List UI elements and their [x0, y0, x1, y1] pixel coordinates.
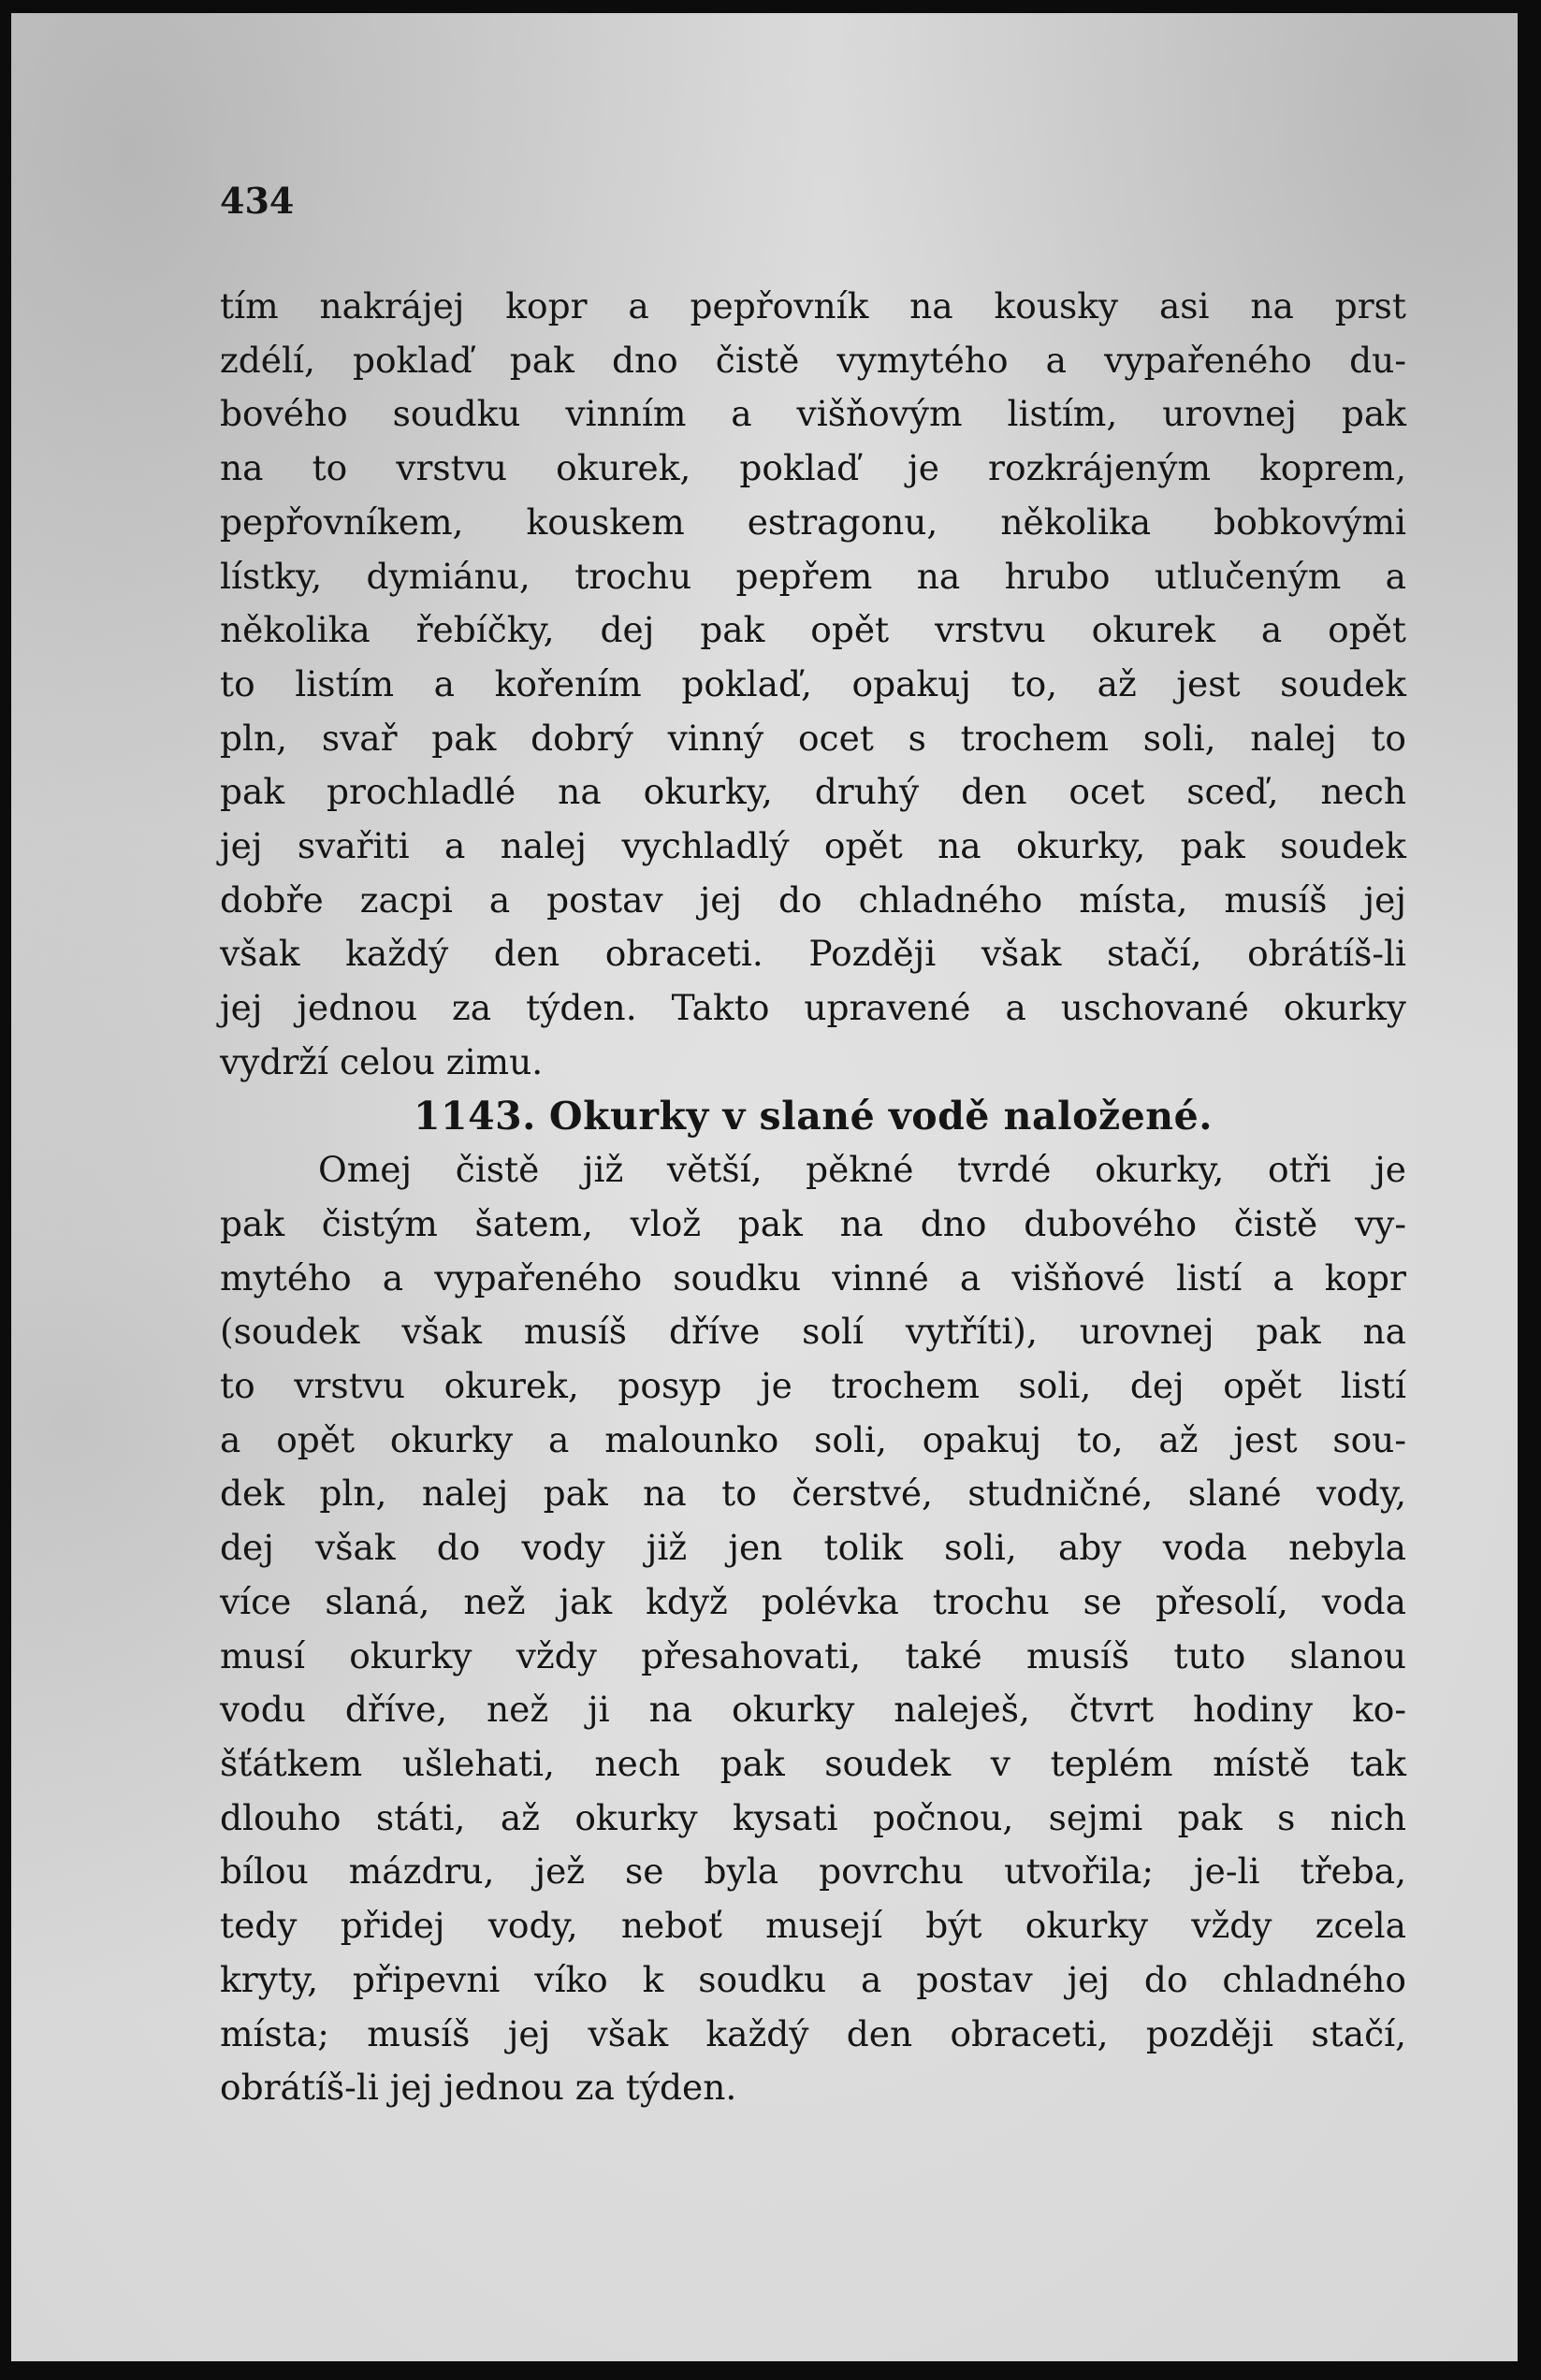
- text-line: tedy přidej vody, neboť musejí být okurky vždy zcela: [220, 1905, 1406, 1947]
- text-line: musí okurky vždy přesahovati, také musíš tuto slanou: [220, 1634, 1406, 1676]
- text-line: vodu dříve, než ji na okurky naleješ, čtvrt hodiny ko-: [220, 1689, 1406, 1731]
- page-number: 434: [220, 180, 295, 222]
- text-line: zdélí, poklaď pak dno čistě vymytého a vypařeného du-: [220, 339, 1406, 381]
- recipe-number: 1143.: [414, 1093, 536, 1139]
- text-line: lístky, dymiánu, trochu pepřem na hrubo utlučeným a: [220, 555, 1406, 597]
- text-line: bílou mázdru, jež se byla povrchu utvořila; je-li třeba,: [220, 1850, 1406, 1893]
- page-body: [220, 280, 1406, 2115]
- text-line: vydrží celou zimu.: [220, 1040, 544, 1082]
- text-line: dej však do vody již jen tolik soli, aby voda nebyla: [220, 1527, 1406, 1569]
- text-line: několika řebíčky, dej pak opět vrstvu okurek a opět: [220, 609, 1406, 651]
- text-line: místa; musíš jej však každý den obraceti, později stačí,: [220, 2012, 1406, 2054]
- paragraph-recipe-1143: [220, 1143, 1406, 2115]
- text-line: pak prochladlé na okurky, druhý den ocet sceď, nech: [220, 771, 1406, 813]
- text-line: mytého a vypařeného soudku vinné a višňové listí a kopr: [220, 1256, 1406, 1299]
- text-line: a opět okurky a malounko soli, opakuj to, až jest sou-: [220, 1418, 1406, 1460]
- paragraph-continuation: [220, 280, 1406, 1090]
- text-line: více slaná, než jak když polévka trochu se přesolí, voda: [220, 1580, 1406, 1622]
- text-line: pak čistým šatem, vlož pak na dno dubového čistě vy-: [220, 1202, 1406, 1244]
- text-line: na to vrstvu okurek, poklaď je rozkrájeným koprem,: [220, 447, 1406, 489]
- text-line: kryty, připevni víko k soudku a postav jej do chladného: [220, 1958, 1406, 2000]
- text-line: dobře zacpi a postav jej do chladného místa, musíš jej: [220, 878, 1406, 921]
- text-line: pepřovníkem, kouskem estragonu, několika bobkovými: [220, 501, 1406, 543]
- text-line: jej svařiti a nalej vychladlý opět na okurky, pak soudek: [220, 825, 1406, 867]
- text-line: tím nakrájej kopr a pepřovník na kousky asi na prst: [220, 285, 1406, 327]
- text-line: jej jednou za týden. Takto upravené a uschované okurky: [220, 987, 1406, 1029]
- text-line: šťátkem ušlehati, nech pak soudek v teplém místě tak: [220, 1742, 1406, 1784]
- book-page: [11, 13, 1518, 2361]
- text-line: Omej čistě již větší, pěkné tvrdé okurky, otři je: [318, 1149, 1406, 1191]
- text-line: (soudek však musíš dříve solí vytříti), urovnej pak na: [220, 1311, 1406, 1353]
- recipe-heading: [220, 1090, 1406, 1144]
- recipe-title: Okurky v slané vodě naložené.: [548, 1093, 1213, 1139]
- text-line: pln, svař pak dobrý vinný ocet s trochem soli, nalej to: [220, 717, 1406, 759]
- text-line: však každý den obraceti. Později však stačí, obrátíš-li: [220, 933, 1406, 975]
- text-line: obrátíš-li jej jednou za týden.: [220, 2067, 737, 2109]
- text-line: to listím a kořením poklaď, opakuj to, až jest soudek: [220, 662, 1406, 704]
- text-line: dlouho státi, až okurky kysati počnou, sejmi pak s nich: [220, 1796, 1406, 1838]
- text-line: to vrstvu okurek, posyp je trochem soli, dej opět listí: [220, 1365, 1406, 1407]
- text-line: bového soudku vinním a višňovým listím, urovnej pak: [220, 393, 1406, 435]
- text-line: dek pln, nalej pak na to čerstvé, studničné, slané vody,: [220, 1473, 1406, 1515]
